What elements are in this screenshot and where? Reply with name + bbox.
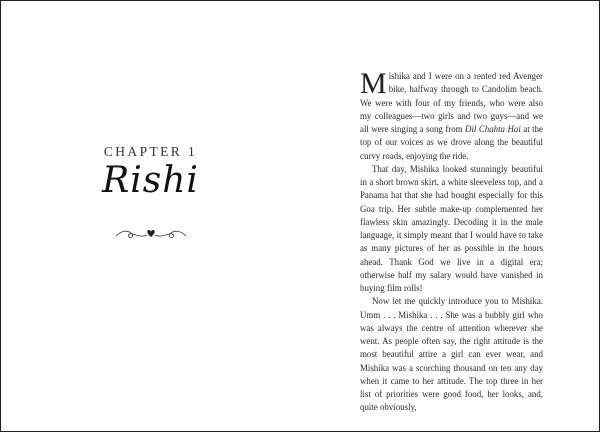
film-title: Dil Chahta Hai: [465, 124, 521, 134]
paragraph-1: [360, 67, 543, 163]
drop-cap: M: [360, 67, 387, 100]
paragraph-3: Now let me quickly introduce you to Mishika. Umm . . . Mishika . . . She was a bubbly girl who was always the centre of attention wherever she went. As people often say, the right attitude is the most beautiful attire a girl can ever wear, and Mishika was a scorching thousand on ten any day when it came to her attitude. The top three in her list of priorities were good food, her looks, and, quite obviously,: [360, 296, 543, 413]
right-page: [301, 1, 599, 431]
body-text: [360, 67, 543, 415]
heart-flourish-icon: [114, 225, 188, 243]
paragraph-1-lead: ishika and I were on a rented red Avenger bike, halfway through to Candolim beach. We were with four of my friends, who were also my colleagues—two girls and two guys—and we all were singing a song from: [360, 71, 543, 134]
left-page: [1, 1, 300, 431]
paragraph-1-tail: at the top of our voices as we drove along the beautiful curvy roads, enjoying the ride.: [360, 124, 543, 161]
paragraph-2: That day, Mishika looked stunningly beautiful in a short brown skirt, a white sleeveless top, and a Panama hat that she had bought especially for this Goa trip. Her subtle make-up complemented her flawless skin amazingly. Decoding it in the male language, it simply meant that I would have to take as many pictures of her as possible in the hours ahead. Thank God we live in a digital era; otherwise half my salary would have vanished in buying film rolls!: [360, 163, 543, 293]
chapter-title: Rishi: [102, 160, 199, 201]
chapter-label: CHAPTER 1: [103, 144, 198, 159]
